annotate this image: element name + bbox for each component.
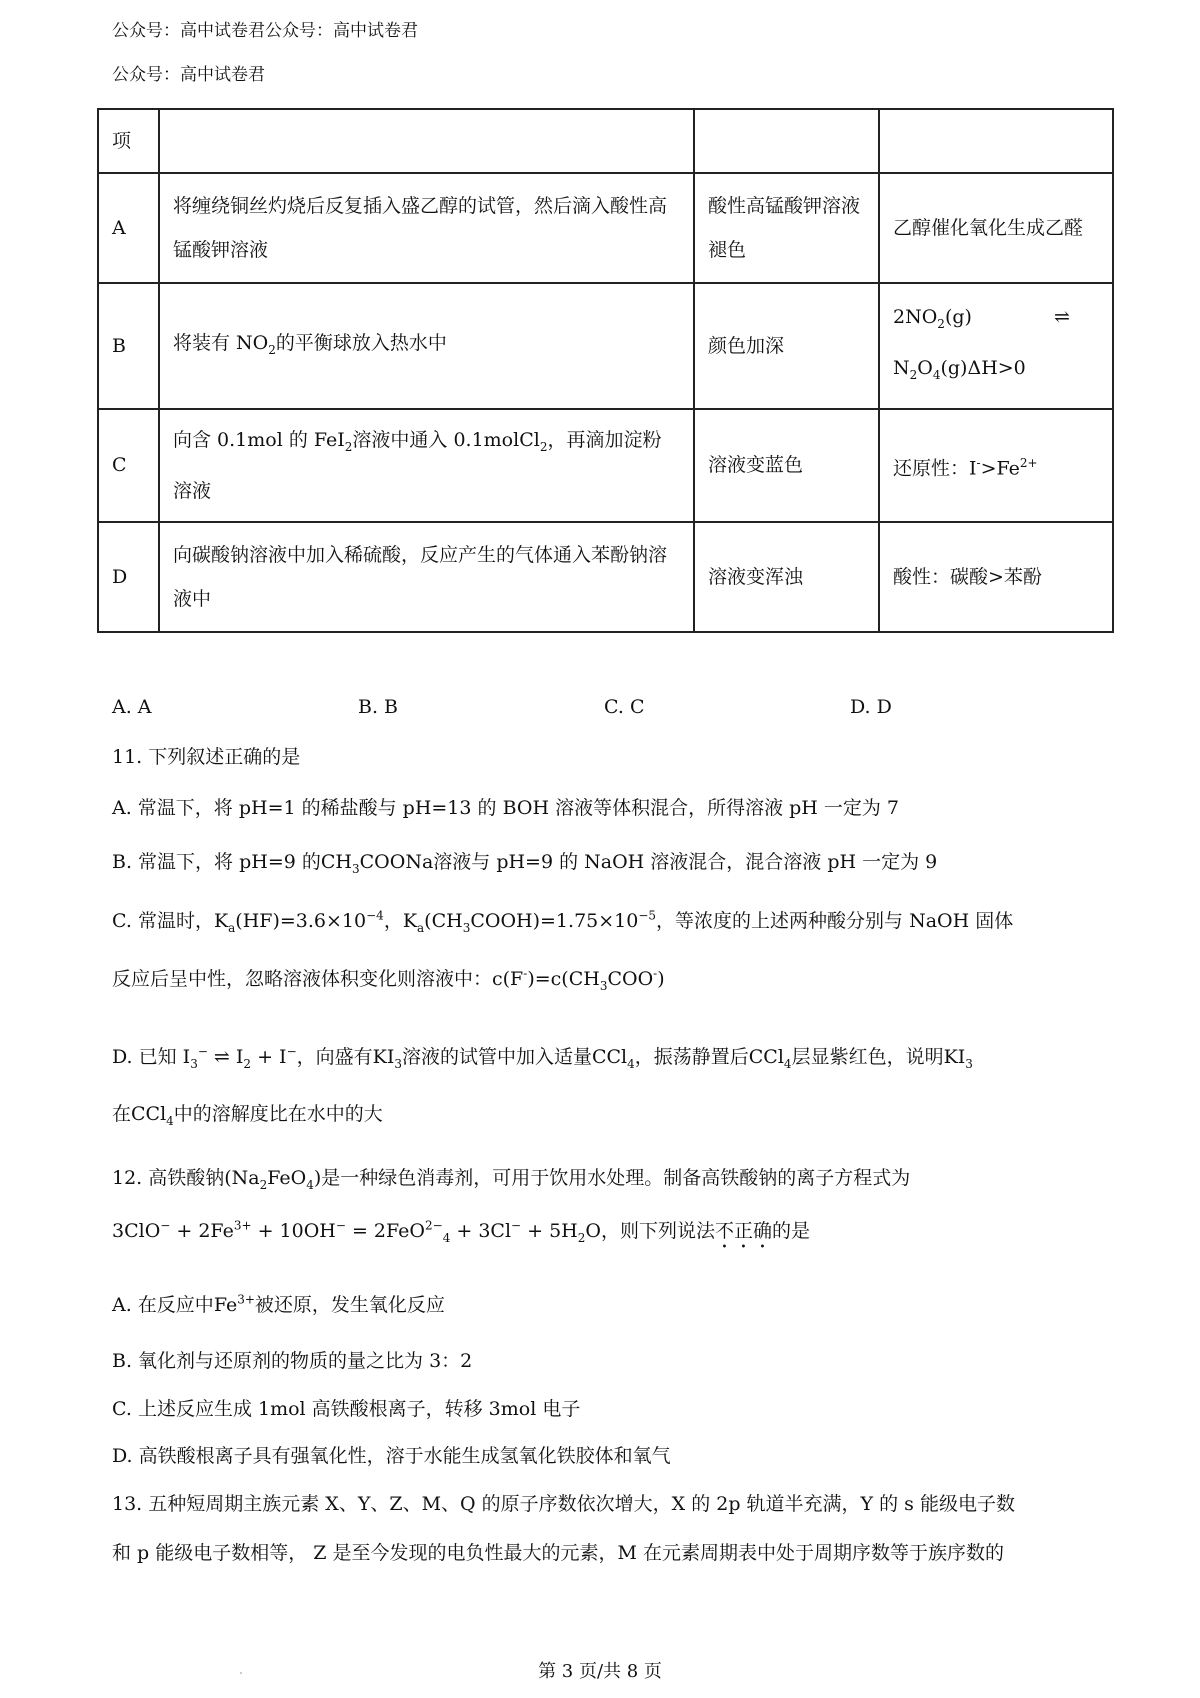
text: = 2FeO — [345, 1220, 425, 1242]
text: 中的溶解度比在水中的大 — [173, 1103, 383, 1125]
text: ⇌ I — [207, 1046, 244, 1068]
table-row — [98, 409, 1113, 522]
operation-cell — [159, 409, 694, 522]
text: 向含 0.1mol 的 FeI — [173, 429, 345, 451]
text: Fe — [213, 1294, 238, 1316]
subscript: 3 — [190, 1056, 198, 1071]
conclusion-cell — [879, 283, 1113, 409]
text: ) — [657, 968, 665, 990]
subscript: a — [417, 920, 425, 935]
text: B. 常温下，将 pH=9 的 — [112, 851, 321, 873]
superscript: −4 — [366, 908, 384, 923]
subscript: 4 — [306, 1177, 314, 1192]
q11-option-c[interactable] — [112, 906, 1114, 935]
conclusion-cell — [879, 409, 1113, 522]
text: 的平衡球放入热水中 — [275, 331, 447, 354]
q11-option-a[interactable]: A. 常温下，将 pH=1 的稀盐酸与 pH=13 的 BOH 溶液等体积混合，所得溶液 pH 一定为 7 — [112, 797, 900, 819]
row-label: A — [98, 173, 159, 283]
text: ，振荡静置后CCl — [634, 1046, 784, 1068]
text: (g)ΔH>0 — [940, 357, 1026, 379]
superscript: 3+ — [233, 1218, 252, 1233]
text: O — [917, 357, 933, 379]
text: 层显紫红色，说明KI — [791, 1046, 966, 1068]
superscript: 2+ — [1019, 455, 1038, 470]
q10-options — [112, 696, 1112, 726]
superscript: 3+ — [237, 1292, 255, 1307]
q13-stem-line-1: 13. 五种短周期主族元素 X、Y、Z、M、Q 的原子序数依次增大，X 的 2p 轨道半充满，Y 的 s 能级电子数 — [112, 1493, 1015, 1515]
text: + 3Cl — [450, 1220, 512, 1242]
text: + I — [251, 1046, 287, 1068]
row-label: D — [98, 522, 159, 632]
text: >Fe — [980, 457, 1020, 480]
text: N — [893, 357, 910, 379]
table-cell — [159, 109, 694, 173]
subscript: a — [228, 920, 236, 935]
superscript: − — [511, 1218, 522, 1233]
superscript: − — [335, 1218, 346, 1233]
text: + 2Fe — [170, 1220, 234, 1242]
emphasis-text: 不正确 — [715, 1220, 773, 1242]
text: 被还原，发生氧化反应 — [254, 1294, 445, 1316]
text: 反应后呈中性，忽略溶液体积变化则溶液中：c(F — [112, 968, 524, 990]
table-row — [98, 283, 1113, 409]
equation-line — [893, 295, 1099, 346]
operation-cell: 向碳酸钠溶液中加入稀硫酸，反应产生的气体通入苯酚钠溶液中 — [159, 522, 694, 632]
text: 的是 — [772, 1220, 811, 1242]
text: D. 已知 I — [112, 1046, 191, 1068]
table-row — [98, 173, 1113, 283]
table-row — [98, 522, 1113, 632]
q12-stem — [112, 1163, 1114, 1192]
option-a[interactable]: A. A — [112, 696, 152, 718]
header-watermark-line-1: 公众号：高中试卷君公众号：高中试卷君 — [112, 21, 418, 41]
equilibrium-arrow-icon: ⇌ — [1053, 306, 1070, 329]
subscript: 2 — [259, 1177, 268, 1192]
q12-option-d[interactable]: D. 高铁酸根离子具有强氧化性，溶于水能生成氢氧化铁胶体和氧气 — [112, 1445, 671, 1467]
phenomenon-cell: 酸性高锰酸钾溶液褪色 — [694, 173, 879, 283]
superscript: −5 — [638, 908, 657, 923]
subscript: 4 — [783, 1056, 792, 1071]
text: C. 常温时，K — [112, 910, 229, 932]
subscript: 2 — [937, 317, 945, 331]
text: )=c(CH — [527, 968, 600, 990]
phenomenon-cell: 溶液变浑浊 — [694, 522, 879, 632]
q11-option-d-line-2 — [112, 1099, 1114, 1128]
q12-option-b[interactable]: B. 氧化剂与还原剂的物质的量之比为 3：2 — [112, 1350, 473, 1372]
text: 还原性：I — [893, 457, 977, 480]
text: 12. 高铁酸钠(Na — [112, 1167, 260, 1189]
q12-option-c[interactable]: C. 上述反应生成 1mol 高铁酸根离子，转移 3mol 电子 — [112, 1398, 581, 1420]
text: 2NO — [893, 306, 938, 329]
q11-option-b[interactable] — [112, 847, 1114, 876]
conclusion-cell: 酸性：碳酸>苯酚 — [879, 522, 1113, 632]
header-watermark-line-2: 公众号：高中试卷君 — [112, 65, 265, 85]
superscript: − — [286, 1044, 297, 1059]
subscript: 3 — [351, 861, 360, 876]
row-label: B — [98, 283, 159, 409]
subscript: 2 — [577, 1230, 586, 1245]
option-b[interactable]: B. B — [358, 696, 399, 718]
text: COO — [607, 968, 654, 990]
text: )是一种绿色消毒剂，可用于饮用水处理。制备高铁酸钠的离子方程式为 — [313, 1167, 911, 1189]
phenomenon-cell: 颜色加深 — [694, 283, 879, 409]
formula: CH — [320, 851, 352, 873]
superscript: - — [523, 966, 528, 981]
superscript: − — [160, 1218, 171, 1233]
subscript: 3 — [965, 1056, 973, 1071]
subscript: 2 — [539, 439, 548, 454]
q11-stem: 11. 下列叙述正确的是 — [112, 746, 301, 768]
q11-option-c-line-2 — [112, 964, 1114, 993]
option-c[interactable]: C. C — [604, 696, 645, 718]
text: + 5H — [521, 1220, 578, 1242]
text: ，再滴加淀粉溶液 — [173, 429, 662, 502]
conclusion-cell: 乙醇催化氧化生成乙醛 — [879, 173, 1113, 283]
subscript: 2 — [344, 439, 353, 454]
text: (HF)=3.6×10 — [235, 910, 367, 932]
page-footer: 第 3 页/共 8 页 — [538, 1661, 662, 1682]
text: 溶液与 pH=9 的 NaOH 溶液混合，混合溶液 pH 一定为 9 — [433, 851, 938, 873]
text: 将装有 NO — [173, 331, 269, 354]
text: 在CCl — [112, 1103, 167, 1125]
subscript: 4 — [627, 1056, 635, 1071]
text: FeO — [267, 1167, 307, 1189]
subscript: 4 — [932, 367, 941, 382]
subscript: 3 — [394, 1056, 402, 1071]
table-cell — [694, 109, 879, 173]
text: 溶液中通入 0.1molCl — [352, 429, 540, 451]
text: 3ClO — [112, 1220, 161, 1242]
operation-cell — [159, 283, 694, 409]
option-d[interactable]: D. D — [850, 696, 892, 718]
subscript: 2 — [268, 342, 276, 357]
text: ，K — [383, 910, 418, 932]
text: ，向盛有KI — [296, 1046, 395, 1068]
table-cell — [879, 109, 1113, 173]
subscript: 2 — [243, 1056, 252, 1071]
q11-option-d[interactable] — [112, 1042, 1114, 1071]
experiment-table — [97, 108, 1114, 633]
subscript: 4 — [442, 1230, 451, 1245]
text: + 10OH — [251, 1220, 336, 1242]
superscript: - — [653, 966, 658, 981]
text: ，则下列说法 — [600, 1220, 715, 1242]
subscript: 2 — [909, 367, 918, 382]
q12-equation-line — [112, 1216, 1114, 1253]
phenomenon-cell: 溶液变蓝色 — [694, 409, 879, 522]
subscript: 4 — [166, 1113, 174, 1128]
equation-line — [893, 346, 1099, 397]
table-cell: 项 — [98, 109, 159, 173]
table-row — [98, 109, 1113, 173]
operation-cell: 将缠绕铜丝灼烧后反复插入盛乙醇的试管，然后滴入酸性高锰酸钾溶液 — [159, 173, 694, 283]
text: (g) — [944, 306, 972, 329]
subscript: 3 — [462, 920, 471, 935]
superscript: 2− — [424, 1218, 443, 1233]
subscript: 3 — [599, 978, 608, 993]
formula: COONa — [359, 851, 434, 873]
q13-stem-line-2: 和 p 能级电子数相等， Z 是至今发现的电负性最大的元素，M 在元素周期表中处于周期序数等于族序数的 — [112, 1542, 1005, 1564]
q12-option-a[interactable] — [112, 1290, 1114, 1317]
text: O — [585, 1220, 601, 1242]
row-label: C — [98, 409, 159, 522]
text: (CH — [424, 910, 463, 932]
text: COOH)=1.75×10 — [470, 910, 639, 932]
text: 溶液的试管中加入适量CCl — [401, 1046, 628, 1068]
superscript: − — [197, 1044, 208, 1059]
superscript: - — [976, 455, 981, 470]
text: A. 在反应中 — [112, 1294, 214, 1316]
text: ，等浓度的上述两种酸分别与 NaOH 固体 — [656, 910, 1014, 932]
